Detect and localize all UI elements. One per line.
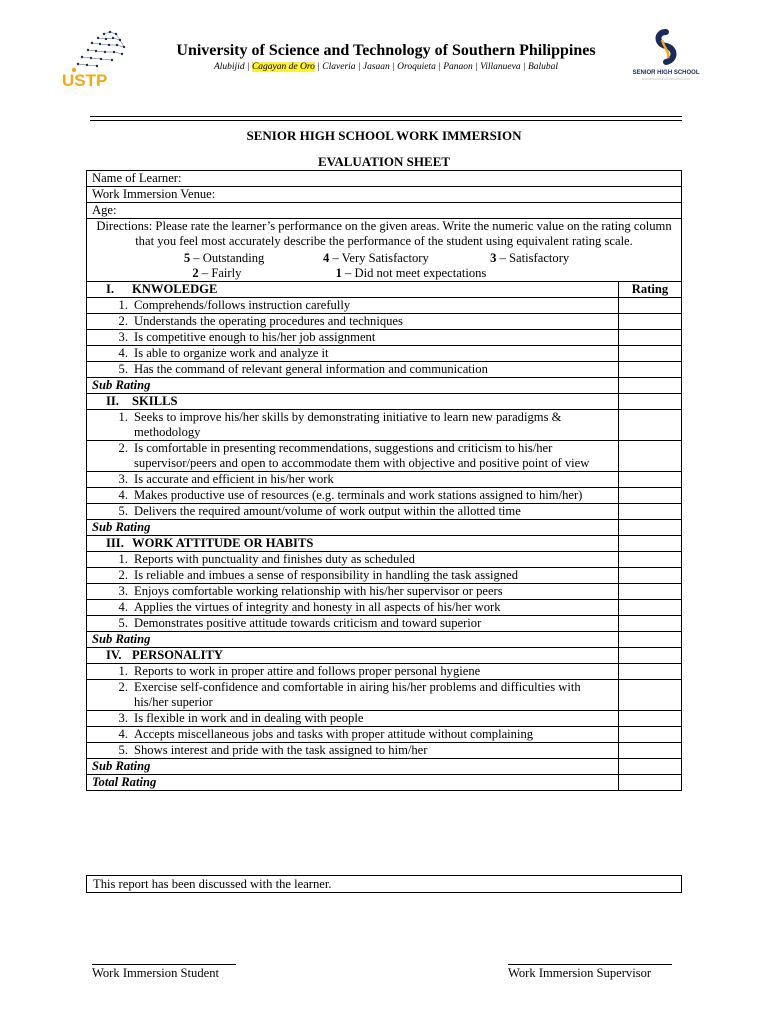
criterion-text: [87, 584, 619, 600]
rating-cell[interactable]: [619, 362, 682, 378]
criterion-row: [87, 584, 682, 600]
criterion-number: 5.: [118, 504, 128, 518]
criterion-label: Is accurate and efficient in his/her work: [134, 472, 334, 486]
venue-row: [87, 187, 682, 203]
rating-cell[interactable]: [619, 330, 682, 346]
sub-rating-row: [87, 759, 682, 775]
criterion-number: 1.: [118, 664, 128, 678]
rating-cell[interactable]: [619, 584, 682, 600]
criterion-row: [87, 410, 682, 441]
sub-rating-label: Sub Rating: [87, 759, 619, 775]
header-rule: [90, 120, 682, 121]
rating-cell[interactable]: [619, 410, 682, 441]
sub-rating-row: [87, 520, 682, 536]
criterion-label: Reports with punctuality and finishes duty as scheduled: [134, 552, 415, 566]
criterion-number: 2.: [118, 680, 128, 694]
criterion-text: [87, 664, 619, 680]
section-title: [87, 648, 619, 664]
document-title: SENIOR HIGH SCHOOL WORK IMMERSION: [246, 128, 522, 143]
rating-cell[interactable]: [619, 314, 682, 330]
criterion-label: Reports to work in proper attire and follows proper personal hygiene: [134, 664, 481, 678]
criterion-number: 3.: [118, 472, 128, 486]
criterion-label: Is able to organize work and analyze it: [134, 346, 329, 360]
sub-rating-label: Sub Rating: [87, 520, 619, 536]
sub-rating-label: Sub Rating: [87, 632, 619, 648]
campus-list: Alubijid | Cagayan de Oro | Claveria | Jasaan | Oroquieta | Panaon | Villanueva | Balubal: [213, 62, 559, 72]
header-rule: [90, 116, 682, 117]
rating-cell[interactable]: [619, 472, 682, 488]
criterion-label: Demonstrates positive attitude towards criticism and toward superior: [134, 616, 482, 630]
rating-cell[interactable]: [619, 536, 682, 552]
criterion-label: Understands the operating procedures and techniques: [134, 314, 403, 328]
learner-row: [87, 171, 682, 187]
criterion-number: 1.: [118, 410, 128, 424]
section-header-row: [87, 536, 682, 552]
criterion-text: [87, 504, 619, 520]
criterion-label: Exercise self-confidence and comfortable in airing his/her problems and difficulties with his/her superior: [134, 680, 581, 709]
sub-rating-cell[interactable]: [619, 378, 682, 394]
section-number: IV.: [106, 648, 122, 662]
scale-line-1: 5 – Outstanding 4 – Very Satisfactory 3 – Satisfactory: [183, 251, 570, 265]
criterion-row: [87, 664, 682, 680]
criterion-text: [87, 616, 619, 632]
criterion-text: [87, 552, 619, 568]
criterion-label: Enjoys comfortable working relationship with his/her supervisor or peers: [134, 584, 503, 598]
rating-cell[interactable]: [619, 727, 682, 743]
rating-cell[interactable]: [619, 711, 682, 727]
ustp-logo-text: USTP: [62, 71, 108, 90]
criterion-text: [87, 600, 619, 616]
criterion-text: [87, 711, 619, 727]
rating-cell[interactable]: [619, 600, 682, 616]
criterion-text: [87, 743, 619, 759]
evaluation-table: [86, 170, 682, 791]
rating-cell[interactable]: [619, 664, 682, 680]
criterion-label: Accepts miscellaneous jobs and tasks with proper attitude without complaining: [134, 727, 534, 741]
rating-cell[interactable]: [619, 568, 682, 584]
criterion-number: 1.: [118, 298, 128, 312]
rating-cell[interactable]: [619, 552, 682, 568]
criterion-row: [87, 568, 682, 584]
criterion-text: [87, 314, 619, 330]
supervisor-signature-line: Work Immersion Supervisor: [508, 964, 672, 981]
criterion-label: Makes productive use of resources (e.g. terminals and work stations assigned to him/her): [134, 488, 583, 502]
rating-column-header: Rating: [619, 282, 682, 298]
criterion-label: Is comfortable in presenting recommendations, suggestions and criticism to his/her supervisor/peers and open to accommodate them with objective and positive point of view: [134, 441, 590, 470]
criterion-row: [87, 727, 682, 743]
rating-cell[interactable]: [619, 488, 682, 504]
directions-cell: [87, 219, 682, 282]
section-header-row: [87, 394, 682, 410]
criterion-number: 5.: [118, 362, 128, 376]
criterion-row: [87, 711, 682, 727]
criterion-text: [87, 568, 619, 584]
criterion-text: [87, 727, 619, 743]
section-number: II.: [106, 394, 119, 408]
criterion-row: [87, 488, 682, 504]
criterion-text: [87, 472, 619, 488]
section-header-row: [87, 282, 682, 298]
criterion-text: [87, 330, 619, 346]
rating-cell[interactable]: [619, 680, 682, 711]
criterion-number: 5.: [118, 743, 128, 757]
rating-cell[interactable]: [619, 441, 682, 472]
section-title: [87, 282, 619, 298]
criterion-label: Is reliable and imbues a sense of responsibility in handling the task assigned: [134, 568, 519, 582]
section-label: WORK ATTITUDE OR HABITS: [132, 536, 314, 550]
criterion-number: 5.: [118, 616, 128, 630]
sub-rating-row: [87, 632, 682, 648]
criterion-row: [87, 330, 682, 346]
document-subtitle: EVALUATION SHEET: [317, 154, 451, 169]
criterion-row: [87, 362, 682, 378]
criterion-row: [87, 298, 682, 314]
criterion-text: [87, 488, 619, 504]
criterion-text: [87, 441, 619, 472]
section-header-row: [87, 648, 682, 664]
total-rating-row: [87, 775, 682, 791]
criterion-number: 2.: [118, 441, 128, 455]
section-title: [87, 394, 619, 410]
rating-cell[interactable]: [619, 346, 682, 362]
directions-row: [87, 219, 682, 282]
criterion-label: Has the command of relevant general information and communication: [134, 362, 488, 376]
senior-high-school-logo-text: SENIOR HIGH SCHOOL: [632, 70, 700, 76]
section-label: KNWOLEDGE: [132, 282, 218, 296]
total-rating-label: Total Rating: [87, 775, 619, 791]
rating-cell[interactable]: [619, 394, 682, 410]
criterion-row: [87, 552, 682, 568]
document-header: [0, 0, 768, 110]
criterion-label: Is competitive enough to his/her job assignment: [134, 330, 376, 344]
criterion-number: 3.: [118, 330, 128, 344]
criterion-text: [87, 680, 619, 711]
criterion-label: Applies the virtues of integrity and honesty in all aspects of his/her work: [134, 600, 501, 614]
criterion-number: 3.: [118, 584, 128, 598]
criterion-row: [87, 600, 682, 616]
university-name: University of Science and Technology of Southern Philippines: [176, 42, 596, 59]
criterion-number: 2.: [118, 568, 128, 582]
ustp-logo-icon: [60, 26, 134, 90]
section-label: PERSONALITY: [132, 648, 223, 662]
criterion-number: 1.: [118, 552, 128, 566]
criterion-label: Seeks to improve his/her skills by demonstrating initiative to learn new paradigms & methodology: [134, 410, 562, 439]
criterion-number: 4.: [118, 346, 128, 360]
scale-line-2: 2 – Fairly 1 – Did not meet expectations: [192, 266, 487, 280]
age-field[interactable]: Age:: [87, 203, 682, 219]
criterion-label: Comprehends/follows instruction carefully: [134, 298, 351, 312]
section-number: III.: [106, 536, 124, 550]
venue-field[interactable]: Work Immersion Venue:: [87, 187, 682, 203]
criterion-number: 2.: [118, 314, 128, 328]
criterion-label: Delivers the required amount/volume of work output within the allotted time: [134, 504, 521, 518]
criterion-row: [87, 616, 682, 632]
rating-cell[interactable]: [619, 648, 682, 664]
criterion-number: 4.: [118, 488, 128, 502]
sub-rating-row: [87, 378, 682, 394]
rating-cell[interactable]: [619, 743, 682, 759]
learner-field[interactable]: Name of Learner:: [87, 171, 682, 187]
rating-cell[interactable]: [619, 298, 682, 314]
sub-rating-cell[interactable]: [619, 632, 682, 648]
sub-rating-cell[interactable]: [619, 759, 682, 775]
section-label: SKILLS: [132, 394, 178, 408]
section-title: [87, 536, 619, 552]
criterion-number: 4.: [118, 600, 128, 614]
criterion-row: [87, 743, 682, 759]
total-rating-cell[interactable]: [619, 775, 682, 791]
criterion-number: 4.: [118, 727, 128, 741]
criterion-row: [87, 441, 682, 472]
section-number: I.: [106, 282, 115, 296]
sub-rating-label: Sub Rating: [87, 378, 619, 394]
sub-rating-cell[interactable]: [619, 520, 682, 536]
criterion-text: [87, 362, 619, 378]
criterion-row: [87, 314, 682, 330]
criterion-text: [87, 346, 619, 362]
age-row: [87, 203, 682, 219]
criterion-row: [87, 504, 682, 520]
criterion-label: Shows interest and pride with the task assigned to him/her: [134, 743, 428, 757]
criterion-text: [87, 298, 619, 314]
rating-cell[interactable]: [619, 616, 682, 632]
criterion-row: [87, 346, 682, 362]
criterion-number: 3.: [118, 711, 128, 725]
criterion-row: [87, 680, 682, 711]
discussed-statement: This report has been discussed with the learner.: [86, 875, 682, 893]
senior-high-school-logo-icon: [628, 28, 704, 84]
criterion-label: Is flexible in work and in dealing with people: [134, 711, 364, 725]
criterion-text: [87, 410, 619, 441]
rating-cell[interactable]: [619, 504, 682, 520]
directions-text: Directions: Please rate the learner’s performance on the given areas. Write the numeric value on the rating column that you feel most accurately describe the performance of the student using equivalent rating scale.: [96, 219, 672, 248]
campus-highlight: Cagayan de Oro: [251, 62, 315, 72]
student-signature-line: Work Immersion Student: [92, 964, 236, 981]
criterion-row: [87, 472, 682, 488]
